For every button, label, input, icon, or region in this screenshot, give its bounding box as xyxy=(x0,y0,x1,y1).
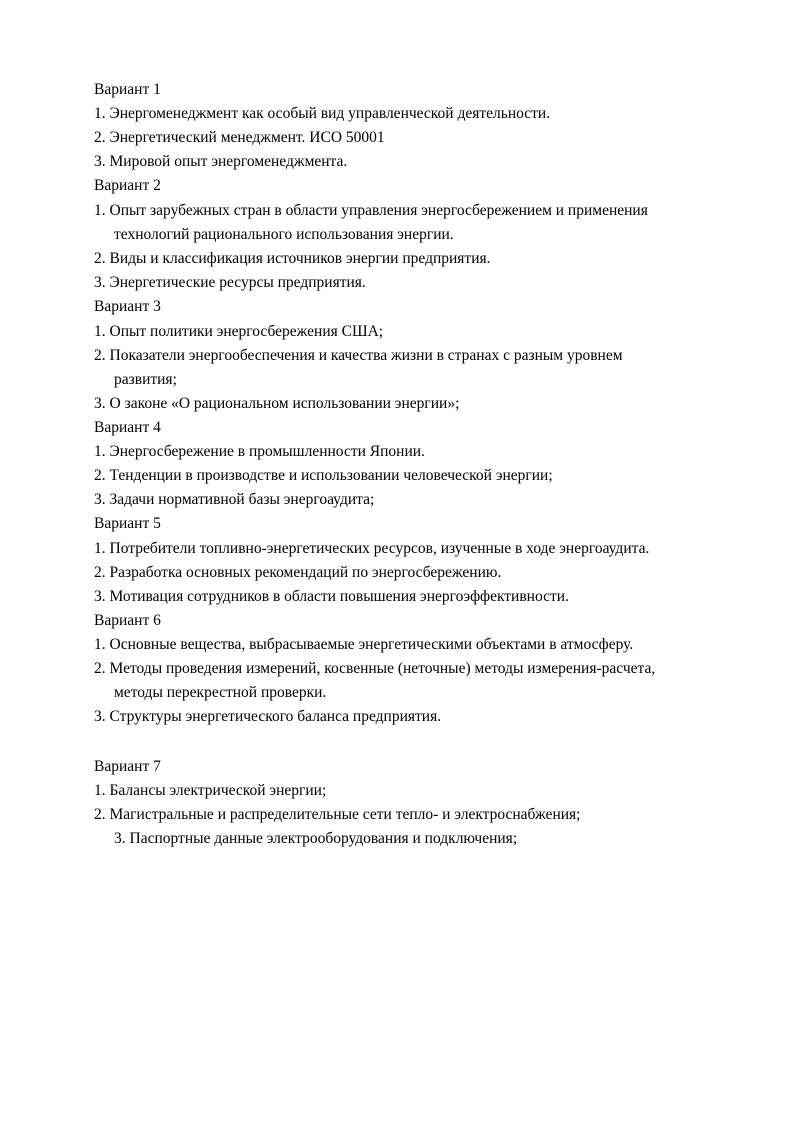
list-item: 3. Мировой опыт энергоменеджмента. xyxy=(94,153,348,170)
variant-title: Вариант 6 xyxy=(94,612,161,629)
list-item: 3. Энергетические ресурсы предприятия. xyxy=(94,274,366,291)
list-item: 1. Основные вещества, выбрасываемые энергетическими объектами в атмосферу. xyxy=(94,636,634,653)
list-item: 1. Энергоменеджмент как особый вид управленческой деятельности. xyxy=(94,105,551,122)
list-item: 2. Тенденции в производстве и использовании человеческой энергии; xyxy=(94,467,553,484)
variant-title: Вариант 5 xyxy=(94,515,161,532)
list-item: 2. Методы проведения измерений, косвенные (неточные) методы измерения-расчета, xyxy=(94,660,656,677)
list-item: 2. Магистральные и распределительные сети тепло- и электроснабжения; xyxy=(94,806,581,823)
variant-title: Вариант 7 xyxy=(94,758,161,775)
variant-title: Вариант 2 xyxy=(94,177,161,194)
list-item-continuation: технологий рационального использования энергии. xyxy=(114,226,454,243)
list-item: 1. Энергосбережение в промышленности Японии. xyxy=(94,443,425,460)
list-item: 3. О законе «О рациональном использовании энергии»; xyxy=(94,395,460,412)
list-item: 2. Показатели энергообеспечения и качества жизни в странах с разным уровнем xyxy=(94,347,623,364)
variant-title: Вариант 3 xyxy=(94,298,161,315)
list-item: 3. Задачи нормативной базы энергоаудита; xyxy=(94,491,375,508)
variant-title: Вариант 4 xyxy=(94,419,161,436)
list-item: 2. Энергетический менеджмент. ИСО 50001 xyxy=(94,129,385,146)
list-item: 2. Разработка основных рекомендаций по энергосбережению. xyxy=(94,564,502,581)
variant-title: Вариант 1 xyxy=(94,81,161,98)
list-item-continuation: методы перекрестной проверки. xyxy=(114,684,327,701)
list-item: 1. Балансы электрической энергии; xyxy=(94,782,327,799)
list-item: 3. Мотивация сотрудников в области повышения энергоэффективности. xyxy=(94,588,569,605)
list-item: 1. Опыт зарубежных стран в области управления энергосбережением и применения xyxy=(94,202,648,219)
list-item: 3. Структуры энергетического баланса предприятия. xyxy=(94,708,442,725)
list-item: 3. Паспортные данные электрооборудования и подключения; xyxy=(114,830,518,847)
list-item: 1. Опыт политики энергосбережения США; xyxy=(94,323,384,340)
list-item: 2. Виды и классификация источников энергии предприятия. xyxy=(94,250,491,267)
list-item: 1. Потребители топливно-энергетических ресурсов, изученные в ходе энергоаудита. xyxy=(94,540,650,557)
list-item-continuation: развития; xyxy=(114,371,177,388)
